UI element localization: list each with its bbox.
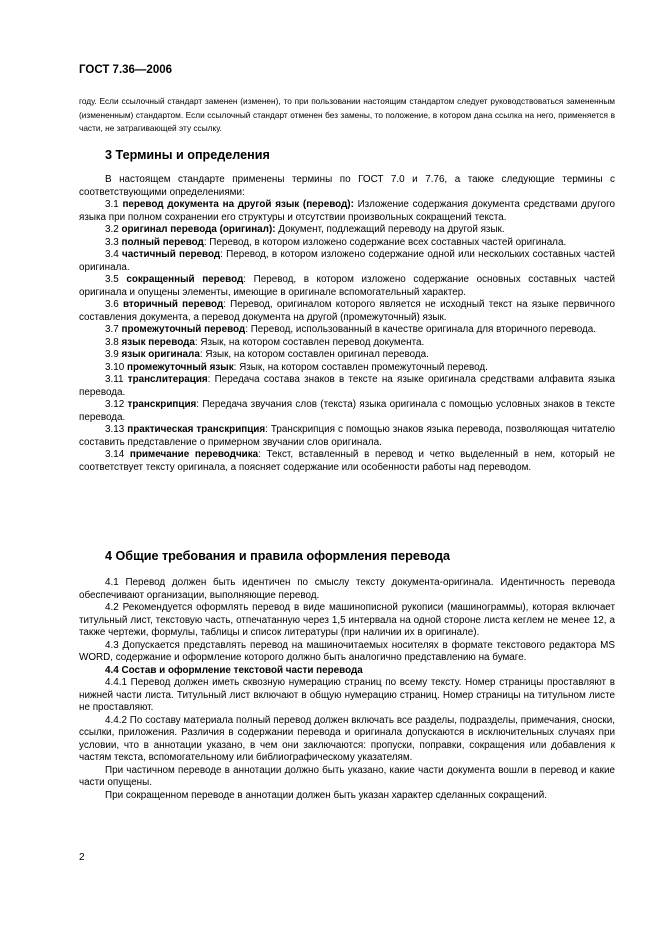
term-number: 3.11 xyxy=(105,374,124,385)
term-number: 3.4 xyxy=(105,249,119,260)
term-number: 3.2 xyxy=(105,224,119,235)
section-4-heading-wrap xyxy=(105,548,450,564)
term-number: 3.14 xyxy=(105,449,125,460)
term-name: примечание переводчика xyxy=(129,449,259,460)
term-text: : Язык, на котором составлен промежуточный перевод. xyxy=(233,361,488,373)
term-definition xyxy=(79,337,615,350)
term-name: промежуточный язык xyxy=(126,361,234,373)
paragraph-4-3: 4.3 Допускается представлять перевод на машиночитаемых носителях в формате текстового редактора MS WORD, содержание и оформление которого должно быть аналогично представлению на бумаге. xyxy=(79,639,615,663)
term-text: : Перевод, в котором изложено содержание основных составных частей оригинала и опущены элементы, имеющие в оригинале вспомогательный характер. xyxy=(79,274,615,298)
section-4-body xyxy=(79,577,615,802)
term-name: частичный перевод xyxy=(121,249,221,260)
term-number: 3.12 xyxy=(105,399,125,410)
term-definition xyxy=(79,299,615,324)
term-text: : Передача состава знаков в тексте на языке оригинала средствами алфавита языка перевода. xyxy=(79,374,615,398)
term-text: : Перевод, в котором изложено содержание одной или нескольких составных частей оригинала. xyxy=(79,249,615,273)
intro-text: году. Если ссылочный стандарт заменен (изменен), то при пользовании настоящим стандартом следует руководствоваться замененным (измененным) стандартом. Если ссылочный стандарт отменен без замены, то положение, в котором дана ссылка на него, применяется в части, не затрагивающей эту ссылку. xyxy=(79,96,615,133)
term-name: оригинал перевода (оригинал): xyxy=(121,224,276,235)
term-number: 3.7 xyxy=(105,324,119,335)
term-text: : Транскрипция с помощью знаков языка перевода, позволяющая читателю составить представление о примерном звучании слов оригинала. xyxy=(79,424,615,448)
term-number: 3.10 xyxy=(105,361,125,373)
term-definition xyxy=(79,349,615,362)
term-definition xyxy=(79,449,615,474)
term-definition xyxy=(79,199,615,224)
term-name: промежуточный перевод xyxy=(121,324,246,335)
term-name: сокращенный перевод xyxy=(126,274,244,285)
term-definition xyxy=(79,237,615,250)
paragraph-partial-translation: При частичном переводе в аннотации должно быть указано, какие части документа вошли в перевод и какие части опущены. xyxy=(79,764,615,788)
term-definition xyxy=(79,374,615,399)
section-4-heading: 4 Общие требования и правила оформления перевода xyxy=(105,549,450,563)
paragraph-4-4-2: 4.4.2 По составу материала полный перевод должен включать все разделы, подразделы, примечания, сноски, ссылки, приложения. Различия в содержании перевода и оригинала допускаются в исключительных случаях при условии, что в аннотации указано, в чем они заключаются: пропуски, поправки, сокращения или добавления к частям текста, вспомогательному или библиографическому указателям. xyxy=(79,714,615,763)
term-definition xyxy=(79,362,615,375)
document-code-header: ГОСТ 7.36—2006 xyxy=(79,64,173,76)
term-number: 3.5 xyxy=(105,274,119,285)
intro-paragraph xyxy=(79,95,615,136)
term-name: язык перевода xyxy=(121,336,195,348)
term-name: вторичный перевод xyxy=(122,299,224,310)
section-3-intro: В настоящем стандарте применены термины по ГОСТ 7.0 и 7.76, а также следующие термины с соответствующими определениями: xyxy=(79,174,615,198)
term-definition xyxy=(79,274,615,299)
term-text: : Язык, на котором составлен перевод документа. xyxy=(194,336,425,348)
subsection-4-4-title: 4.4 Состав и оформление текстовой части перевода xyxy=(105,664,363,676)
term-number: 3.9 xyxy=(105,349,119,360)
term-name: перевод документа на другой язык (перевод): xyxy=(122,199,354,210)
term-text: : Текст, вставленный в перевод и четко выделенный в нем, который не соответствует тексту оригинала, а поясняет содержание или особенности работы над переводом. xyxy=(79,449,615,473)
term-number: 3.1 xyxy=(105,199,119,210)
term-name: полный перевод xyxy=(121,236,204,248)
terms-list xyxy=(79,199,615,474)
term-name: транскрипция xyxy=(127,399,197,410)
term-number: 3.13 xyxy=(105,424,125,435)
paragraph-4-4-1: 4.4.1 Перевод должен иметь сквозную нумерацию страниц по всему тексту. Номер страницы проставляют в нижней части листа. Титульный лист включают в общую нумерацию страниц. Номер страницы на титульном листе не проставляют. xyxy=(79,677,615,713)
section-3-body xyxy=(79,174,615,474)
term-text: : Передача звучания слов (текста) языка оригинала с помощью условных знаков в тексте перевода. xyxy=(79,399,615,423)
term-text: : Перевод, оригиналом которого является не исходный текст на языке первичного составления документа, а перевод документа на другой (промежуточный) язык. xyxy=(79,299,615,323)
term-definition xyxy=(79,424,615,449)
page-number: 2 xyxy=(79,852,85,863)
term-text: Документ, подлежащий переводу на другой язык. xyxy=(275,224,505,235)
term-name: транслитерация xyxy=(127,374,208,385)
term-number: 3.8 xyxy=(105,336,119,348)
section-3-heading-wrap xyxy=(105,147,270,163)
term-text: : Язык, на котором составлен оригинал перевода. xyxy=(199,349,429,360)
term-text: : Перевод, в котором изложено содержание всех составных частей оригинала. xyxy=(203,236,567,248)
paragraph-4-1: 4.1 Перевод должен быть идентичен по смыслу тексту документа-оригинала. Идентичность перевода обеспечивают организации, выполняющие перевод. xyxy=(79,577,615,601)
term-definition xyxy=(79,324,615,337)
section-3-heading: 3 Термины и определения xyxy=(105,148,270,162)
term-text: Изложение содержания документа средствами другого языка при полном сохранении его структуры и отсутствии произвольных сокращений текста. xyxy=(79,199,615,223)
term-number: 3.6 xyxy=(105,299,119,310)
term-name: практическая транскрипция xyxy=(127,424,266,435)
term-number: 3.3 xyxy=(105,236,119,248)
term-definition xyxy=(79,399,615,424)
term-definition xyxy=(79,224,615,237)
paragraph-abridged-translation: При сокращенном переводе в аннотации должен быть указан характер сделанных сокращений. xyxy=(105,789,547,801)
term-text: : Перевод, использованный в качестве оригинала для вторичного перевода. xyxy=(245,324,597,335)
paragraph-4-2: 4.2 Рекомендуется оформлять перевод в виде машинописной рукописи (машинограммы), которая включает титульный лист, текстовую часть, отпечатанную через 1,5 интервала на одной стороне листа кеглем не менее 12, а также чертежи, формулы, таблицы и список литературы (при наличии их в оригинале). xyxy=(79,602,615,638)
term-name: язык оригинала xyxy=(121,349,200,360)
term-definition xyxy=(79,249,615,274)
